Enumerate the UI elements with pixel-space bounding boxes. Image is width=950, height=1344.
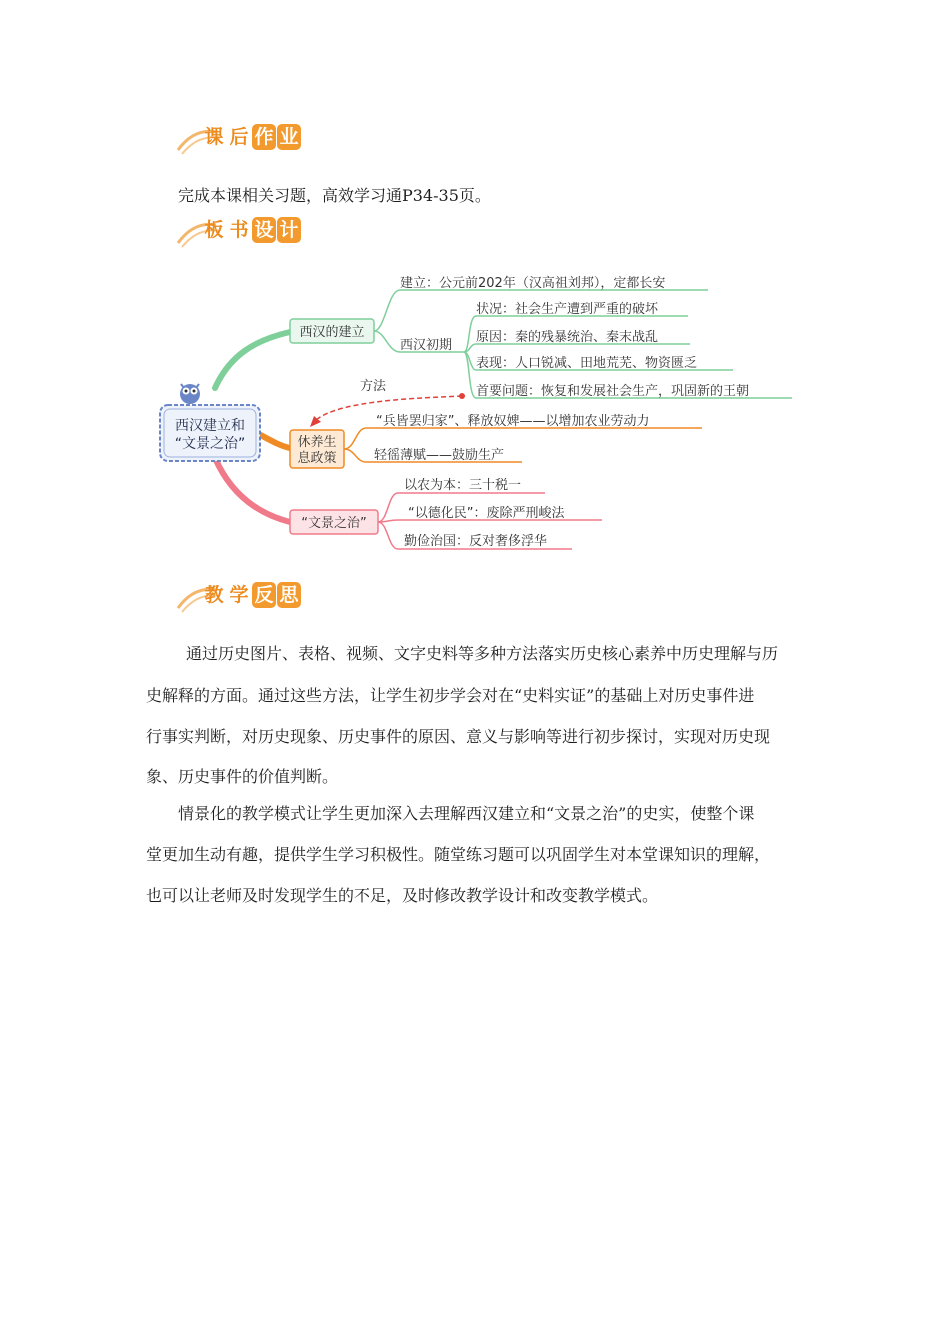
branch1-status: 状况：社会生产遭到严重的破坏 (476, 302, 659, 317)
homework-title-char: 作 (252, 124, 276, 150)
branch1-early-label: 西汉初期 (400, 338, 453, 353)
branch1-label: 西汉的建立 (299, 325, 365, 340)
branch1-problem: 首要问题：恢复和发展社会生产，巩固新的王朝 (476, 384, 750, 399)
board-section-header (176, 213, 356, 253)
homework-text: 完成本课相关习题，高效学习通P34-35页。 (178, 186, 491, 205)
reflection-title-char: 反 (252, 582, 276, 608)
branch1-symptom: 表现：人口锐减、田地荒芜、物资匮乏 (476, 356, 698, 371)
reflection-p1-line4: 象、历史事件的价值判断。 (146, 767, 339, 786)
owl-icon (180, 384, 200, 404)
reflection-title-char: 教 (204, 584, 224, 606)
reflection-p1-line1: 通过历史图片、表格、视频、文字史料等多种方法落实历史核心素养中历史理解与历 (186, 644, 779, 663)
reflection-title-char: 思 (277, 582, 301, 608)
reflection-p1-line2: 史解释的方面。通过这些方法，让学生初步学会对在“史料实证”的基础上对历史事件进 (146, 686, 755, 705)
board-title-char: 书 (229, 219, 249, 241)
board-title-char: 板 (204, 219, 224, 241)
center-line-1: 西汉建立和 (175, 418, 245, 434)
method-label: 方法 (360, 379, 387, 394)
center-node (160, 405, 260, 461)
connector-branch3 (215, 458, 290, 522)
branch2-label-line2: 息政策 (297, 451, 337, 466)
branch3-item1: 以农为本：三十税一 (404, 478, 522, 493)
branch2-label-line1: 休养生 (297, 435, 337, 450)
branch2-item1: “兵皆罢归家”、释放奴婢——以增加农业劳动力 (376, 414, 650, 429)
mindmap (0, 270, 950, 560)
branch1-establish: 建立：公元前202年（汉高祖刘邦），定都长安 (400, 276, 666, 291)
reflection-p2-line1: 情景化的教学模式让学生更加深入去理解西汉建立和“文景之治”的史实，使整个课 (178, 804, 755, 823)
branch3-label: “文景之治” (301, 516, 367, 531)
connector-branch1 (215, 332, 290, 388)
board-title-char: 计 (277, 217, 301, 243)
homework-title-char: 业 (277, 124, 301, 150)
board-title-char: 设 (252, 217, 276, 243)
homework-title-char: 后 (229, 126, 249, 148)
homework-title-char: 课 (204, 126, 224, 148)
branch2-item2: 轻徭薄赋——鼓励生产 (374, 448, 505, 463)
branch1-cause: 原因：秦的残暴统治、秦末战乱 (476, 330, 659, 345)
branch3-item2: “以德化民”：废除严刑峻法 (408, 506, 565, 521)
homework-section-header (176, 120, 356, 160)
reflection-p1-line3: 行事实判断，对历史现象、历史事件的原因、意义与影响等进行初步探讨，实现对历史现 (146, 727, 771, 746)
reflection-p2-line2: 堂更加生动有趣，提供学生学习积极性。随堂练习题可以巩固学生对本堂课知识的理解， (146, 845, 771, 864)
reflection-section-header (176, 578, 356, 618)
reflection-title-char: 学 (229, 584, 249, 606)
center-line-2: “文景之治” (174, 436, 246, 452)
branch3-item3: 勤俭治国：反对奢侈浮华 (404, 534, 548, 549)
reflection-p2-line3: 也可以让老师及时发现学生的不足，及时修改教学设计和改变教学模式。 (146, 886, 659, 905)
